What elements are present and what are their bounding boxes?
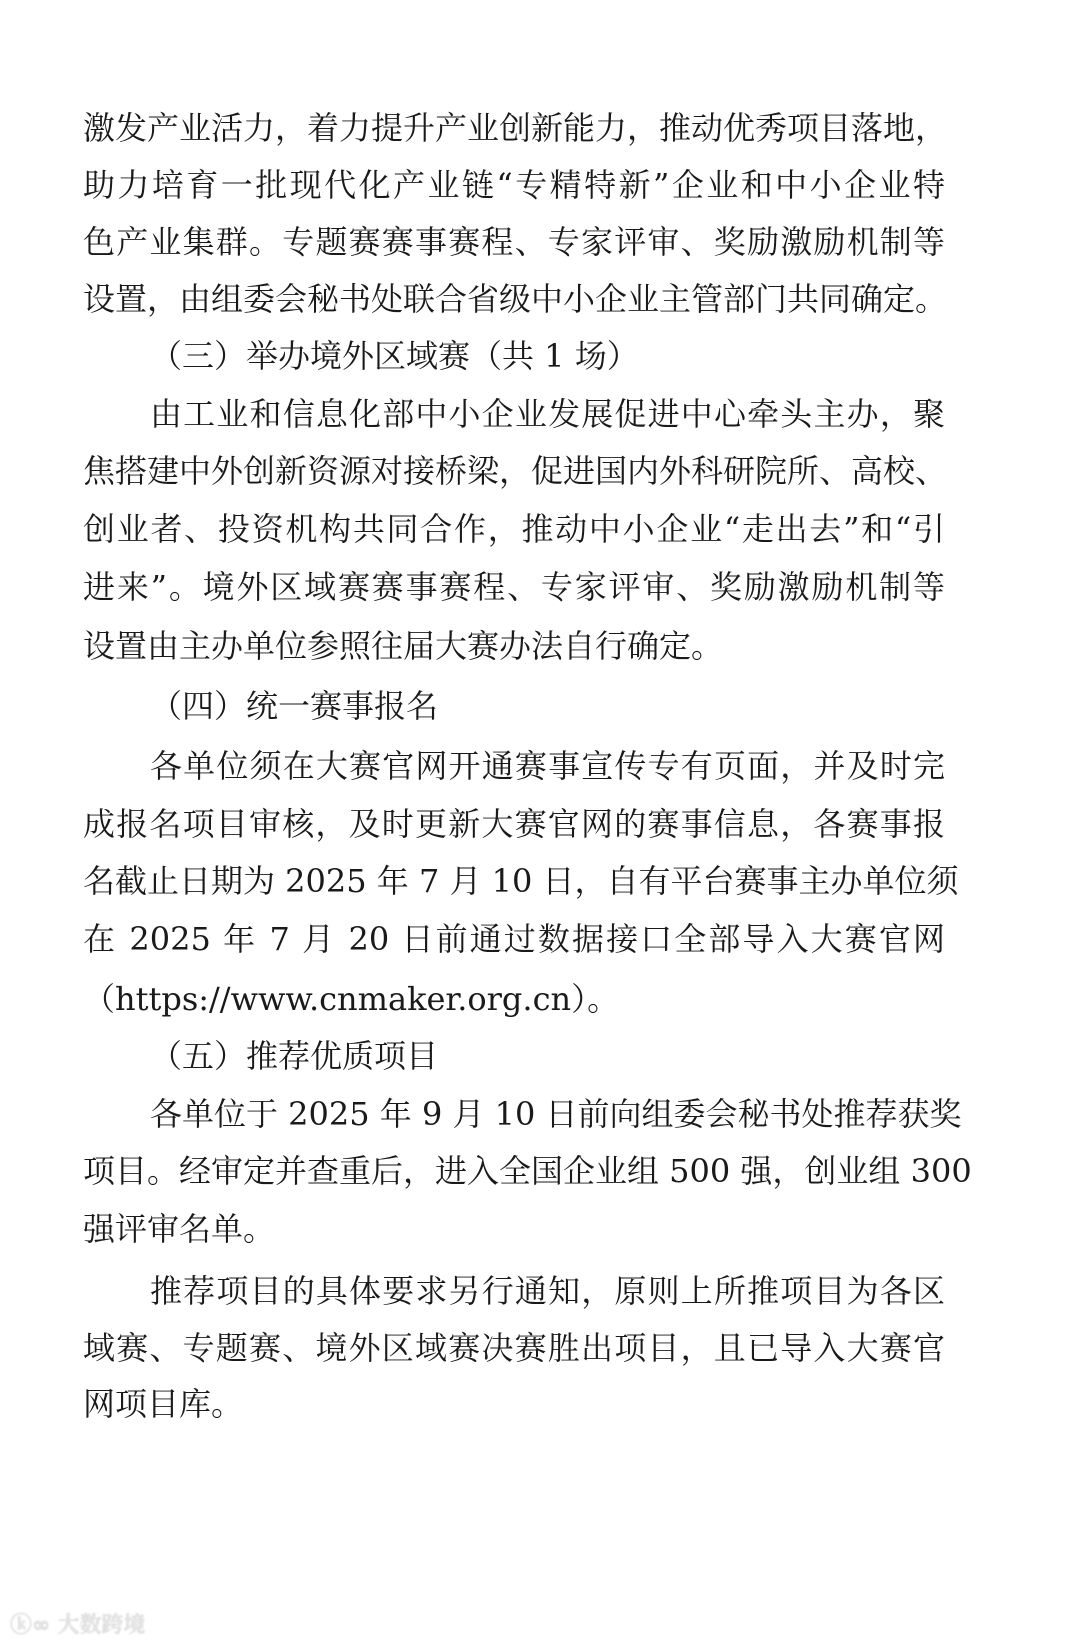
paragraph-line: 各单位须在大赛官网开通赛事宣传专有页面，并及时完 — [150, 747, 945, 785]
paragraph-line: 助力培育一批现代化产业链“专精特新”企业和中小企业特 — [83, 166, 945, 204]
paragraph-line: 设置，由组委会秘书处联合省级中小企业主管部门共同确定。 — [83, 280, 948, 318]
section-heading: （四）统一赛事报名 — [150, 687, 439, 725]
watermark-icon: ⓚ∞ — [10, 1613, 58, 1638]
paragraph-line: 创业者、投资机构共同合作，推动中小企业“走出去”和“引 — [83, 510, 945, 548]
paragraph-line: 设置由主办单位参照往届大赛办法自行确定。 — [83, 627, 724, 665]
paragraph-line: 各单位于 2025 年 9 月 10 日前向组委会秘书处推荐获奖 — [150, 1095, 962, 1133]
paragraph-line: 强评审名单。 — [83, 1210, 276, 1248]
paragraph-line: 项目。经审定并查重后，进入全国企业组 500 强，创业组 300 — [83, 1152, 972, 1190]
paragraph-line: 推荐项目的具体要求另行通知，原则上所推项目为各区 — [150, 1272, 945, 1310]
watermark-logo: ⓚ∞ 大数跨境 — [10, 1613, 146, 1638]
paragraph-line: 成报名项目审核，及时更新大赛官网的赛事信息，各赛事报 — [83, 805, 945, 843]
paragraph-line: 由工业和信息化部中小企业发展促进中心牵头主办，聚 — [150, 395, 945, 433]
paragraph-line: （https://www.cnmaker.org.cn）。 — [83, 980, 620, 1018]
paragraph-line: 域赛、专题赛、境外区域赛决赛胜出项目，且已导入大赛官 — [83, 1329, 945, 1367]
paragraph-line: 网项目库。 — [83, 1385, 244, 1423]
paragraph-line: 焦搭建中外创新资源对接桥梁，促进国内外科研院所、高校、 — [83, 452, 948, 490]
paragraph-line: 激发产业活力，着力提升产业创新能力，推动优秀项目落地， — [83, 109, 948, 147]
section-heading: （五）推荐优质项目 — [150, 1037, 439, 1075]
paragraph-line: 在 2025 年 7 月 20 日前通过数据接口全部导入大赛官网 — [83, 920, 945, 958]
section-heading: （三）举办境外区域赛（共 1 场） — [150, 337, 639, 375]
paragraph-line: 进来”。境外区域赛赛事赛程、专家评审、奖励激励机制等 — [83, 568, 945, 606]
paragraph-line: 名截止日期为 2025 年 7 月 10 日，自有平台赛事主办单位须 — [83, 862, 959, 900]
paragraph-line: 色产业集群。专题赛赛事赛程、专家评审、奖励激励机制等 — [83, 223, 945, 261]
